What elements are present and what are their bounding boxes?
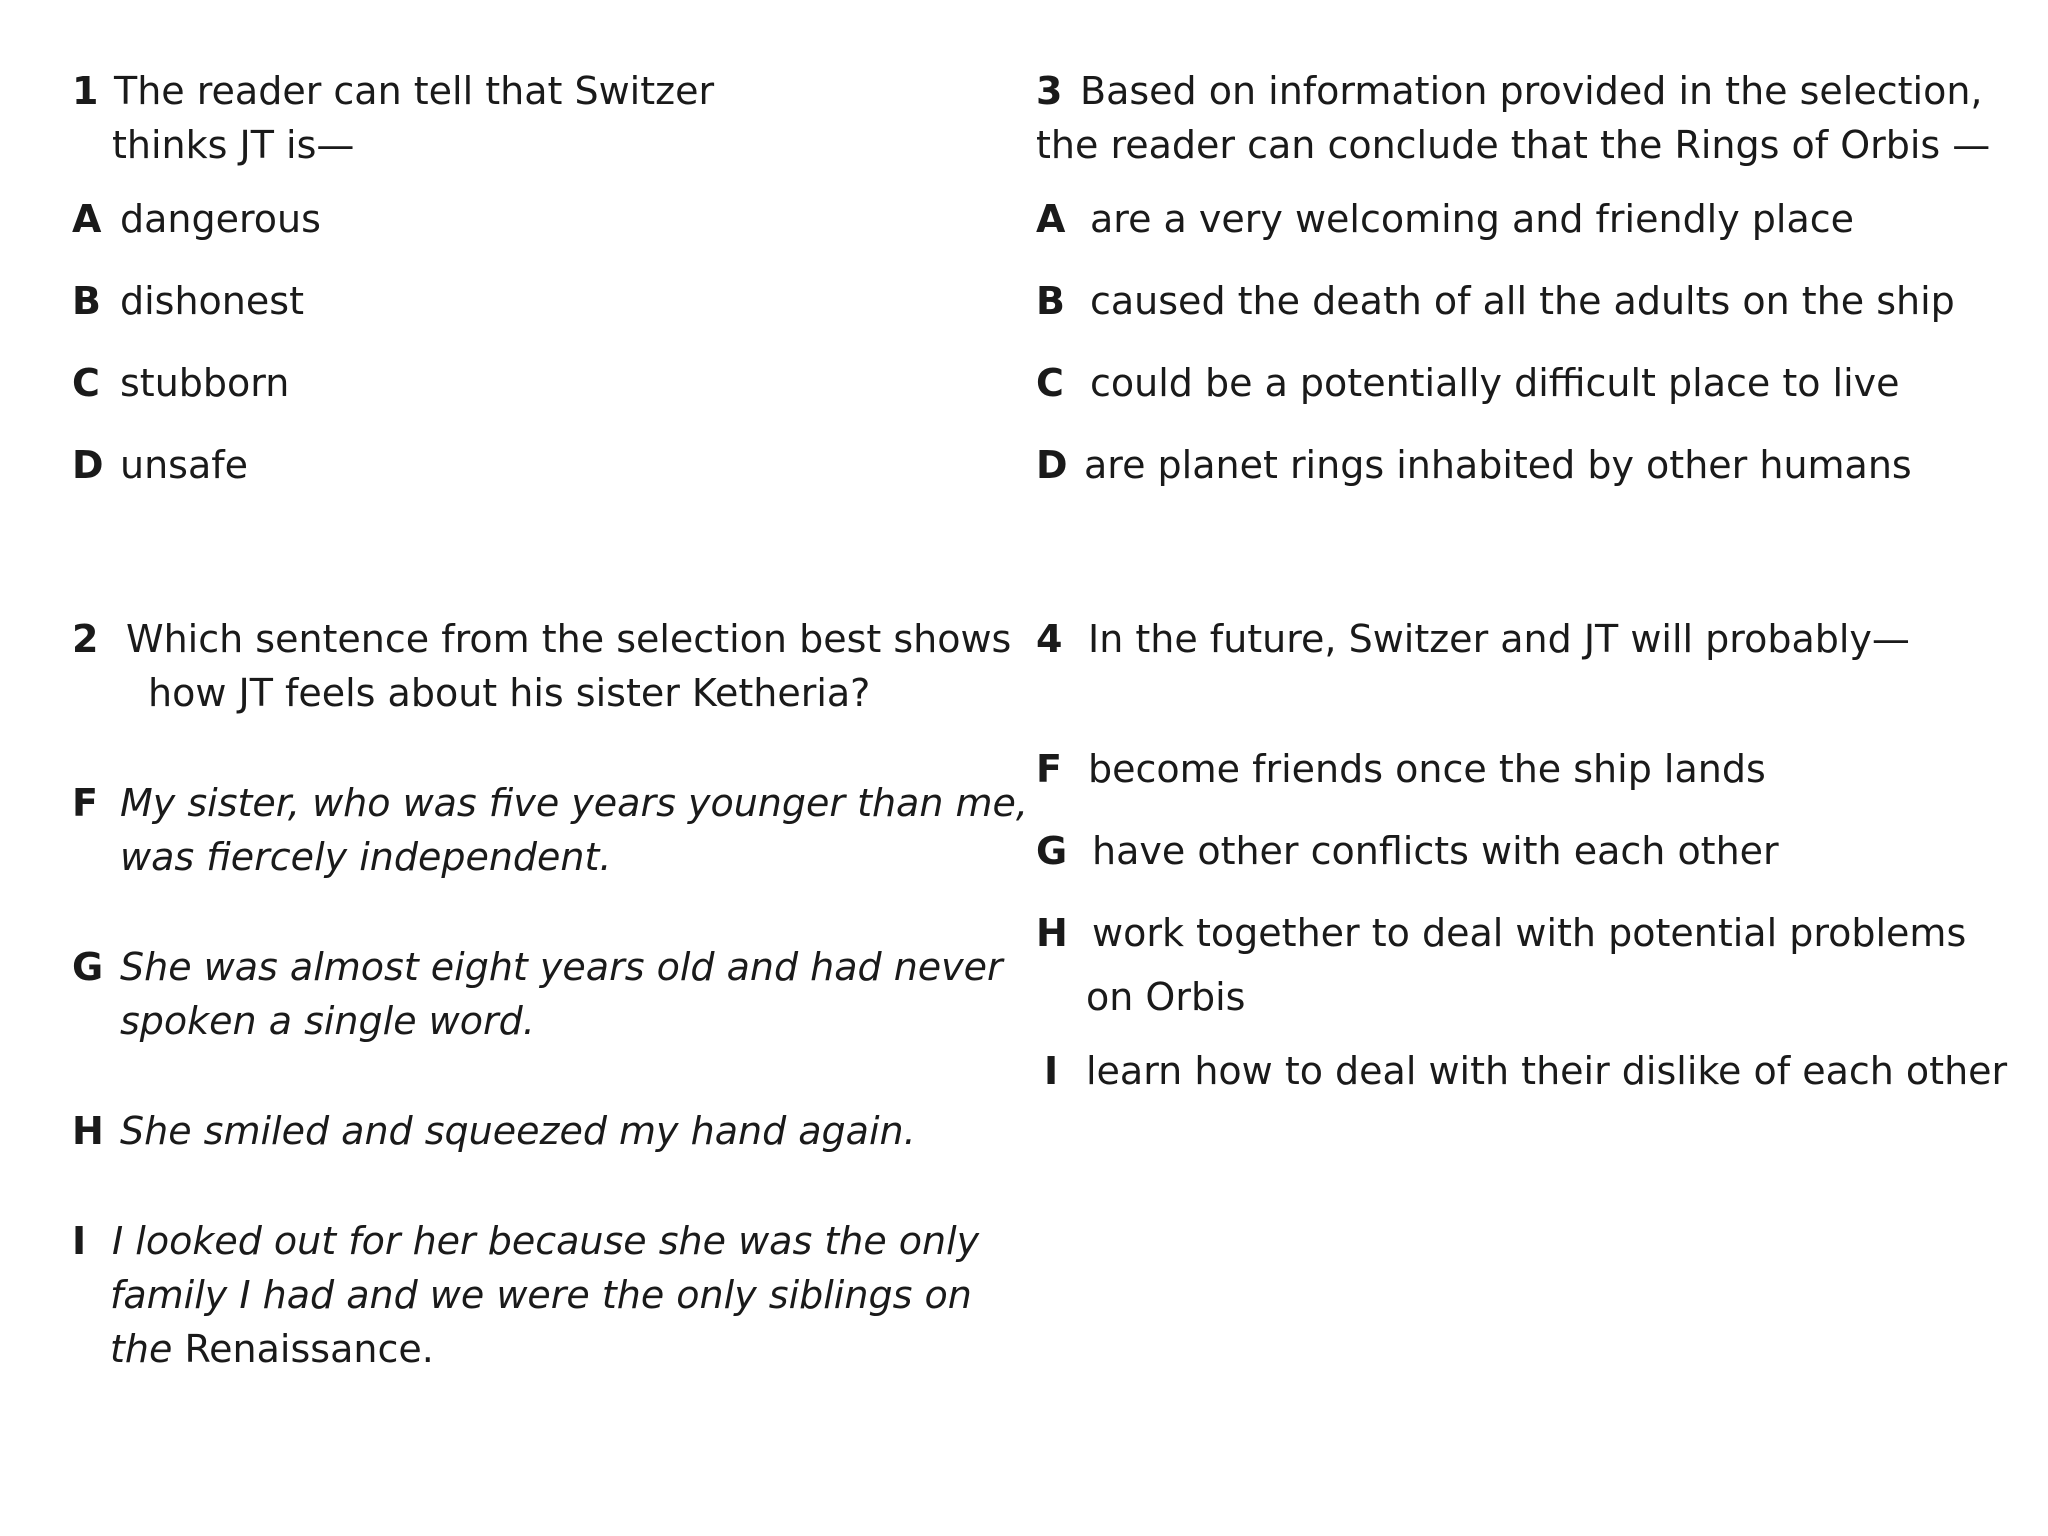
question-2-stem-line2: how JT feels about his sister Ketheria? [148,671,871,715]
question-number: 4 [1036,617,1063,661]
answer-option-2i[interactable] [72,1219,980,1263]
question-stem-line: Which sentence from the selection best shows [126,617,1012,661]
question-number: 1 [72,69,99,113]
question-number: 3 [1036,69,1063,113]
option-letter: F [1036,747,1062,791]
option-text: are planet rings inhabited by other humans [1084,443,1912,487]
option-letter: D [72,443,104,487]
option-letter: H [72,1109,104,1153]
option-letter: C [72,361,100,405]
question-2-stem [72,617,1012,661]
answer-option-3b[interactable] [1036,279,1955,323]
question-stem-line: In the future, Switzer and JT will probably— [1088,617,1910,661]
option-quote-line [110,1327,434,1371]
option-text: caused the death of all the adults on the ship [1090,279,1955,323]
ship-name: Renaissance. [184,1327,434,1371]
option-letter: G [72,945,104,989]
answer-option-2f[interactable] [72,781,1028,825]
option-text: learn how to deal with their dislike of each other [1086,1049,2008,1093]
option-letter: D [1036,443,1068,487]
option-text: unsafe [120,443,249,487]
question-4-stem [1036,617,1910,661]
question-3-stem [1036,69,1983,113]
option-text: stubborn [120,361,290,405]
answer-option-1a[interactable] [72,197,321,241]
answer-option-4g[interactable] [1036,829,1779,873]
answer-option-3d[interactable] [1036,443,1912,487]
option-text: are a very welcoming and friendly place [1090,197,1855,241]
option-quote-line: spoken a single word. [120,999,535,1043]
option-text: become friends once the ship lands [1088,747,1766,791]
option-quote-italic: the [110,1327,173,1371]
question-number: 2 [72,617,99,661]
option-letter: B [72,279,101,323]
option-quote-line: family I had and we were the only siblings on [110,1273,972,1317]
question-stem-line: The reader can tell that Switzer [114,69,715,113]
answer-option-3c[interactable] [1036,361,1900,405]
option-text: dangerous [120,197,321,241]
answer-option-4h[interactable] [1036,911,1967,955]
question-stem-line: Based on information provided in the selection, [1080,69,1983,113]
answer-option-1d[interactable] [72,443,249,487]
answer-option-2h[interactable] [72,1109,916,1153]
option-text: work together to deal with potential problems [1092,911,1967,955]
option-letter: B [1036,279,1065,323]
option-letter: I [1044,1049,1059,1093]
answer-option-1c[interactable] [72,361,290,405]
answer-option-2g[interactable] [72,945,1003,989]
option-letter: F [72,781,98,825]
option-text: could be a potentially difficult place to live [1090,361,1900,405]
answer-option-4i[interactable] [1044,1049,2008,1093]
option-text: have other conflicts with each other [1092,829,1779,873]
question-3-stem-line2: the reader can conclude that the Rings of Orbis — [1036,123,1991,167]
option-letter: A [1036,197,1066,241]
option-letter: I [72,1219,87,1263]
question-1-stem [72,69,715,113]
option-quote-line: She was almost eight years old and had never [120,945,1003,989]
option-quote-line: My sister, who was five years younger than me, [120,781,1028,825]
option-quote-line: I looked out for her because she was the only [112,1219,980,1263]
option-quote-line: She smiled and squeezed my hand again. [120,1109,916,1153]
option-letter: H [1036,911,1068,955]
option-letter: A [72,197,102,241]
answer-option-3a[interactable] [1036,197,1855,241]
option-quote-line: was fiercely independent. [120,835,612,879]
answer-option-4f[interactable] [1036,747,1766,791]
option-letter: C [1036,361,1064,405]
question-1-stem-line2: thinks JT is— [112,123,355,167]
option-text: dishonest [120,279,304,323]
answer-option-1b[interactable] [72,279,304,323]
option-letter: G [1036,829,1068,873]
option-text-continued: on Orbis [1086,975,1246,1019]
